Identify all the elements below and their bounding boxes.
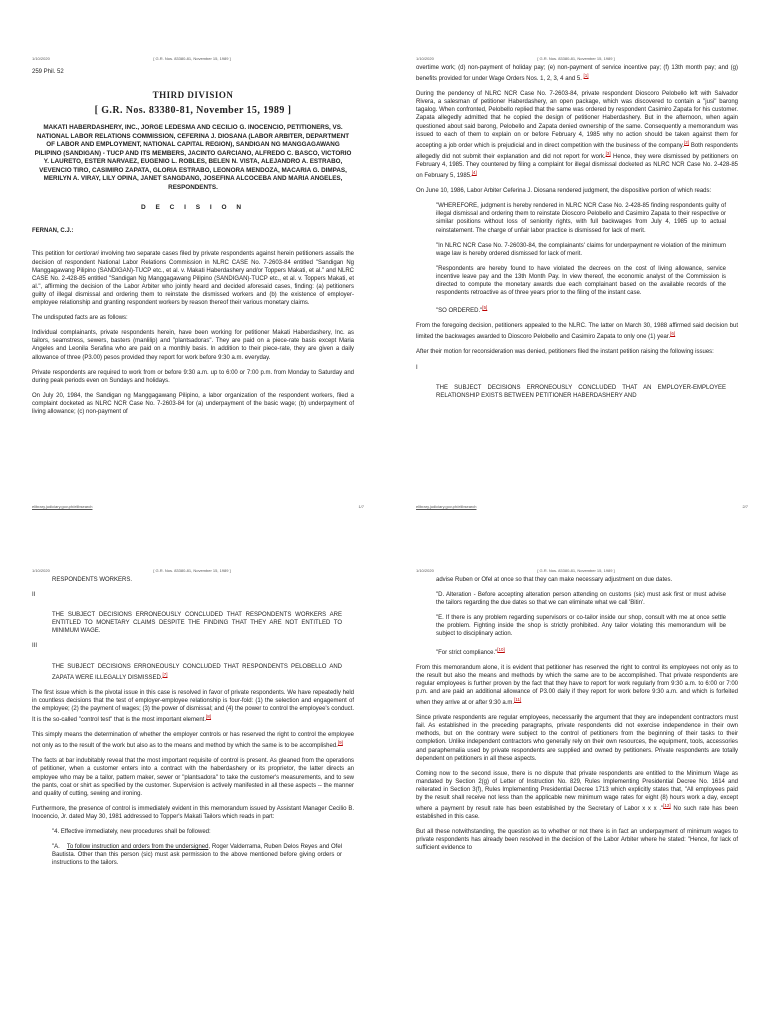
document-page-1 xyxy=(0,0,384,512)
paragraph: From this memorandum alone, it is evident that petitioner has reserved the right to control its employees not only as to the result but also the means and methods by which the same are to be accomplished. That private respondents are regular employees is further proven by the fact that they have to report for work regularly from 9:30 a.m. to 6:00 or 7:00 p.m. and are paid an additional allowance of P3.00 daily if they report for work before 9:30 a.m. and which is forfeited when they arrive at or after 9:30 a.m.[11] xyxy=(416,664,738,707)
issue-number: I xyxy=(416,364,418,371)
paragraph: The first issue which is the pivotal issue in this case is resolved in favor of private respondents. We have repeatedly held in countless decisions that the test of employer-employee relationship is four-fold: (1) the selection and engagement of the employee; (2) the payment of wages; (3) the power of dismissal; and (4) the power to control the employee's conduct. It is the so-called "control test" that is the most important element.[8] xyxy=(32,689,354,724)
ponente: FERNAN, C.J.: xyxy=(32,228,74,235)
footnote-ref[interactable]: [4] xyxy=(471,170,477,176)
case-number: [ G.R. Nos. 83380-81, November 15, 1989 ] xyxy=(94,105,292,117)
footnote-ref[interactable]: [5] xyxy=(482,305,488,311)
print-date: 1/10/2020 xyxy=(32,568,50,573)
quote-paragraph: "Respondents are hereby found to have violated the decrees on the cost of living allowance, service incentive leave pay and the 13th Month Pay. In view thereof, the economic analyst of the Commission is directed to compute the monetary awards due each complainant based on the available records of the respondents retroactive as of three years prior to the filing of the instant case. xyxy=(436,265,726,297)
paragraph: This petition for certiorari involving two separate cases filed by private respondents against herein petitioners assails the decision of respondent National Labor Relations Commission in NLRC CASE No. 7-2603-84 entitled "Sandigan Ng Manggagawang Pilipino (SANDIGAN)-TUCP etc., et al. v. Makati Haberdashery and/or Toppers Makati, et al." and NLRC CASE No. 2-428-85 entitled "Sandigan Ng Manggagawang Pilipino (SANDIGAN)-TUCP etc., et al. v. Toppers Makati, et al.", affirming the decision of the Labor Arbiter who jointly heard and decided aforesaid cases, finding: (a) petitioners guilty of illegal dismissal and ordering them to reinstate the dismissed workers and (b) the existence of employer-employee relationship and granting respondent workers by reason thereof their various monetary claims. xyxy=(32,251,354,307)
issue-text: THE SUBJECT DECISIONS ERRONEOUSLY CONCLUDED THAT RESPONDENTS PELOBELLO AND ZAPATA WERE ILLEGALLY DISMISSED.[7] xyxy=(52,663,342,681)
footnote-ref[interactable]: [11] xyxy=(514,697,522,703)
issue-number: II xyxy=(32,592,36,599)
header-title: [ G.R. Nos. 83380-81, November 15, 1989 ] xyxy=(153,568,231,573)
division-heading: THIRD DIVISION xyxy=(152,90,234,101)
paragraph: On July 20, 1984, the Sandigan ng Manggagawang Pilipino, a labor organization of the respondent workers, filed a complaint docketed as NLRC NCR Case No. 7-2603-84 for (a) underpayment of the basic wage; (b) underpayment of living allowance; (c) non-payment of xyxy=(32,392,354,415)
footnote-ref[interactable]: [3] xyxy=(605,150,611,156)
issue-text: THE SUBJECT DECISIONS ERRONEOUSLY CONCLUDED THAT RESPONDENTS WORKERS ARE ENTITLED TO MONETARY CLAIMS DESPITE THE FINDING THAT THEY ARE NOT ENTITLED TO MINIMUM WAGE. xyxy=(52,612,342,635)
footer-url[interactable]: elibrary.judiciary.gov.ph/elibsearch xyxy=(32,504,93,509)
issue-text: THE SUBJECT DECISIONS ERRONEOUSLY CONCLUDED THAT AN EMPLOYER-EMPLOYEE RELATIONSHIP EXISTS BETWEEN PETITIONER HABERDASHERY AND xyxy=(436,384,726,399)
paragraph: After their motion for reconsideration was denied, petitioners filed the instant petition raising the following issues: xyxy=(416,349,714,356)
page-number: 1/7 xyxy=(358,504,364,509)
print-date: 1/10/2020 xyxy=(416,56,434,61)
header-title: [ G.R. Nos. 83380-81, November 15, 1989 ] xyxy=(537,56,615,61)
footnote-ref[interactable]: [7] xyxy=(162,671,168,677)
footnote-ref[interactable]: [12] xyxy=(663,803,671,809)
paragraph: Furthermore, the presence of control is immediately evident in this memorandum issued by Assistant Manager Cecilio B. Inocencio, Jr. dated May 30, 1981 addressed to Topper's Makati Tailors which reads in part: xyxy=(32,805,354,820)
print-date: 1/10/2020 xyxy=(32,56,50,61)
quote-paragraph: "WHEREFORE, judgment is hereby rendered in NLRC NCR Case No. 2-428-85 finding respondents guilty of illegal dismissal and ordering them to reinstate Dioscoro Pelobello and Casimiro Zapata to their respective or similar positions without loss of seniority rights, with full backwages from July 4, 1985 up to actual reinstatement. The charge of unfair labor practice is dismissed for lack of merit. xyxy=(436,203,726,234)
quote-paragraph: "In NLRC NCR Case No. 7-26030-84, the complainants' claims for underpayment re violation of the minimum wage law is hereby ordered dismissed for lack of merit. xyxy=(436,242,726,257)
footnote-ref[interactable]: [2] xyxy=(684,139,690,145)
footnote-ref[interactable]: [6] xyxy=(670,331,676,337)
header-title: [ G.R. Nos. 83380-81, November 15, 1989 ] xyxy=(153,56,231,61)
document-page-4 xyxy=(384,512,768,1024)
issue-text: RESPONDENTS WORKERS. xyxy=(52,577,133,583)
phil-citation: 259 Phil. 52 xyxy=(32,69,64,75)
footnote-ref[interactable]: [1] xyxy=(583,73,589,79)
footnote-ref[interactable]: [10] xyxy=(497,646,505,652)
footnote-ref[interactable]: [8] xyxy=(206,714,212,720)
quote-paragraph: "E. If there is any problem regarding supervisors or co-tailor inside our shop, consult with me at once settle the problem. Fighting inside the shop is strictly prohibited. Any tailor violating this memorandum will be subject to disciplinary action. xyxy=(436,615,726,638)
quote-paragraph: advise Ruben or Ofel at once so that they can make necessary adjustment on due dates. xyxy=(436,577,673,583)
issue-number: III xyxy=(32,643,38,650)
document-page-2 xyxy=(384,0,768,512)
paragraph: During the pendency of NLRC NCR Case No. 7-2603-84, private respondent Dioscoro Pelobello left with Salvador Rivera, a salesman of petitioner Haberdashery, an open package, which was discovered to contain a "jusi" barong tagalog. When confronted, Pelobello replied that the same was ordered by respondent Casimiro Zapata for his customer. Zapata allegedly admitted that he copied the design of petitioner Haberdashery. But in the afternoon, when again questioned about said barong, Pelobello and Zapata denied ownership of the same. Consequently a memorandum was issued to each of them to explain on or before February 4, 1985 why no action should be taken against them for accepting a job order which is prejudicial and in direct competition with the business of the company.[2] Both respondents allegedly did not submit their explanation and did not report for work.[3] Hence, they were dismissed by petitioners on February 4, 1985. They countered by filing a complaint for illegal dismissal docketed as NLRC NCR Case No. 2-428-85 on February 5, 1985.[4] xyxy=(416,91,738,180)
paragraph: From the foregoing decision, petitioners appealed to the NLRC. The latter on March 30, 1988 affirmed said decision but limited the backwages awarded to Dioscoro Pelobello and Casimiro Zapata to only one (1) year.[6] xyxy=(416,323,738,341)
paragraph: Since private respondents are regular employees, necessarily the argument that they are independent contractors must fail. As established in the preceding paragraphs, private respondents did not exercise independence in their own methods, but on the contrary were subject to the control of petitioners from the beginning of their tasks to their completion. Unlike independent contractors who generally rely on their own resources, the equipment, tools, accessories and paraphernalia used by private respondents are supplied and owned by petitioners. Private respondents are totally dependent on petitioners in all these aspects. xyxy=(416,715,738,762)
quote-paragraph: "D. Alteration - Before accepting alteration person attending on customs (sic) must ask first or must advise the tailors regarding the due dates so that we can eliminate what we call 'Bitin'. xyxy=(436,592,726,607)
footnote-ref[interactable]: [9] xyxy=(337,740,343,746)
paragraph: Coming now to the second issue, there is no dispute that private respondents are entitled to the Minimum Wage as mandated by Section 2(g) of Letter of Instruction No. 829, Rules Implementing Presidential Decree No. 1614 and reiterated in Section 3(f), Rules Implementing Presidential Decree 1713 which explicitly states that, "All employees paid by the result shall receive not less than the applicable new minimum wage rates for eight (8) hours work a day, except where a payment by result rate has been established by the Secretary of Labor x x x ."[12] No such rate has been established in this case. xyxy=(416,770,738,821)
header-title: [ G.R. Nos. 83380-81, November 15, 1989 ] xyxy=(537,568,615,573)
quote-paragraph: "For strict compliance."[10] xyxy=(436,646,505,656)
quote-paragraph: "A. To follow instruction and orders from the undersigned, Roger Valderrama, Ruben Delos Reyes and Ofel Bautista. Other than this person (sic) must ask permission to the above mentioned before giving orders or instructions to the tailors. xyxy=(52,844,342,867)
quote-paragraph: "4. Effective immediately, new procedures shall be followed: xyxy=(52,828,211,835)
document-page-3 xyxy=(0,512,384,1024)
paragraph: The undisputed facts are as follows: xyxy=(32,315,128,322)
paragraph: On June 10, 1986, Labor Arbiter Ceferina J. Diosana rendered judgment, the dispositive portion of which reads: xyxy=(416,188,712,195)
paragraph: Individual complainants, private respondents herein, have been working for petitioner Makati Haberdashery, Inc. as tailors, seamstress, sewers, basters (manlilip) and "plantsadoras". They are paid on a piece-rate basis except Maria Angeles and Leonila Serafina who are paid on a monthly basis. In addition to their piece-rate, they are given a daily allowance of three (P3.00) pesos provided they report for work before 9:30 a.m. everyday. xyxy=(32,330,354,361)
paragraph: But all these notwithstanding, the question as to whether or not there is in fact an underpayment of minimum wages to private respondents has already been resolved in the decision of the Labor Arbiter where he stated: "Hence, for lack of sufficient evidence to xyxy=(416,829,738,852)
footer-url[interactable]: elibrary.judiciary.gov.ph/elibsearch xyxy=(416,504,477,509)
paragraph: overtime work; (d) non-payment of holiday pay; (e) non-payment of service incentive pay; (f) 13th month pay; and (g) benefits provided for under Wage Orders Nos. 1, 2, 3, 4 and 5. [1] xyxy=(416,65,738,83)
paragraph: This simply means the determination of whether the employer controls or has reserved the right to control the employee not only as to the result of the work but also as to the means and method by which the same is to be accomplished.[9] xyxy=(32,732,354,750)
page-number: 2/7 xyxy=(742,504,748,509)
decision-heading: D E C I S I O N xyxy=(140,204,246,212)
quote-paragraph: "SO ORDERED."[5] xyxy=(436,305,488,315)
paragraph: Private respondents are required to work from or before 9:30 a.m. up to 6:00 or 7:00 p.m. from Monday to Saturday and during peak periods even on Sundays and holidays. xyxy=(32,369,354,384)
paragraph: The facts at bar indubitably reveal that the most important requisite of control is present. As gleaned from the operations of petitioner, when a customer enters into a contract with the haberdashery or its proprietor, the latter directs an employee who may be a tailor, pattern maker, sewer or "plantsadora" to take the customer's measurements, and to sew the pants, coat or shirt as specified by the customer. Supervision is actively manifested in all these aspects -- the manner and quality of cutting, sewing and ironing. xyxy=(32,758,354,797)
case-parties: MAKATI HABERDASHERY, INC., JORGE LEDESMA AND CECILIO G. INOCENCIO, PETITIONERS, VS. NATIONAL LABOR RELATIONS COMMISSION, CEFERINA J. DIOSANA (LABOR ARBITER, DEPARTMENT OF LABOR AND EMPLOYMENT, NATIONAL CAPITAL REGION), SANDIGAN NG MANGGAGAWANG PILIPINO (SANDIGAN) - TUCP AND ITS MEMBERS, JACINTO GARCIANO, ALFREDO C. BASCO, VICTORIO Y. LAURETO, ESTER NARVAEZ, EUGENIO L. ROBLES, BELEN N. VISTA, ALEJANDRO A. ESTRABO, VEVENCIO TIRO, CASIMIRO ZAPATA, GLORIA ESTRABO, LEONORA MENDOZA, MACARIA G. DIMPAS, MERILYN A. VIRAY, LILY OPINA, JANET SANGDANG, JOSEFINA ALCOCEBA AND MARIA ANGELES, RESPONDENTS. xyxy=(34,124,352,191)
print-date: 1/10/2020 xyxy=(416,568,434,573)
